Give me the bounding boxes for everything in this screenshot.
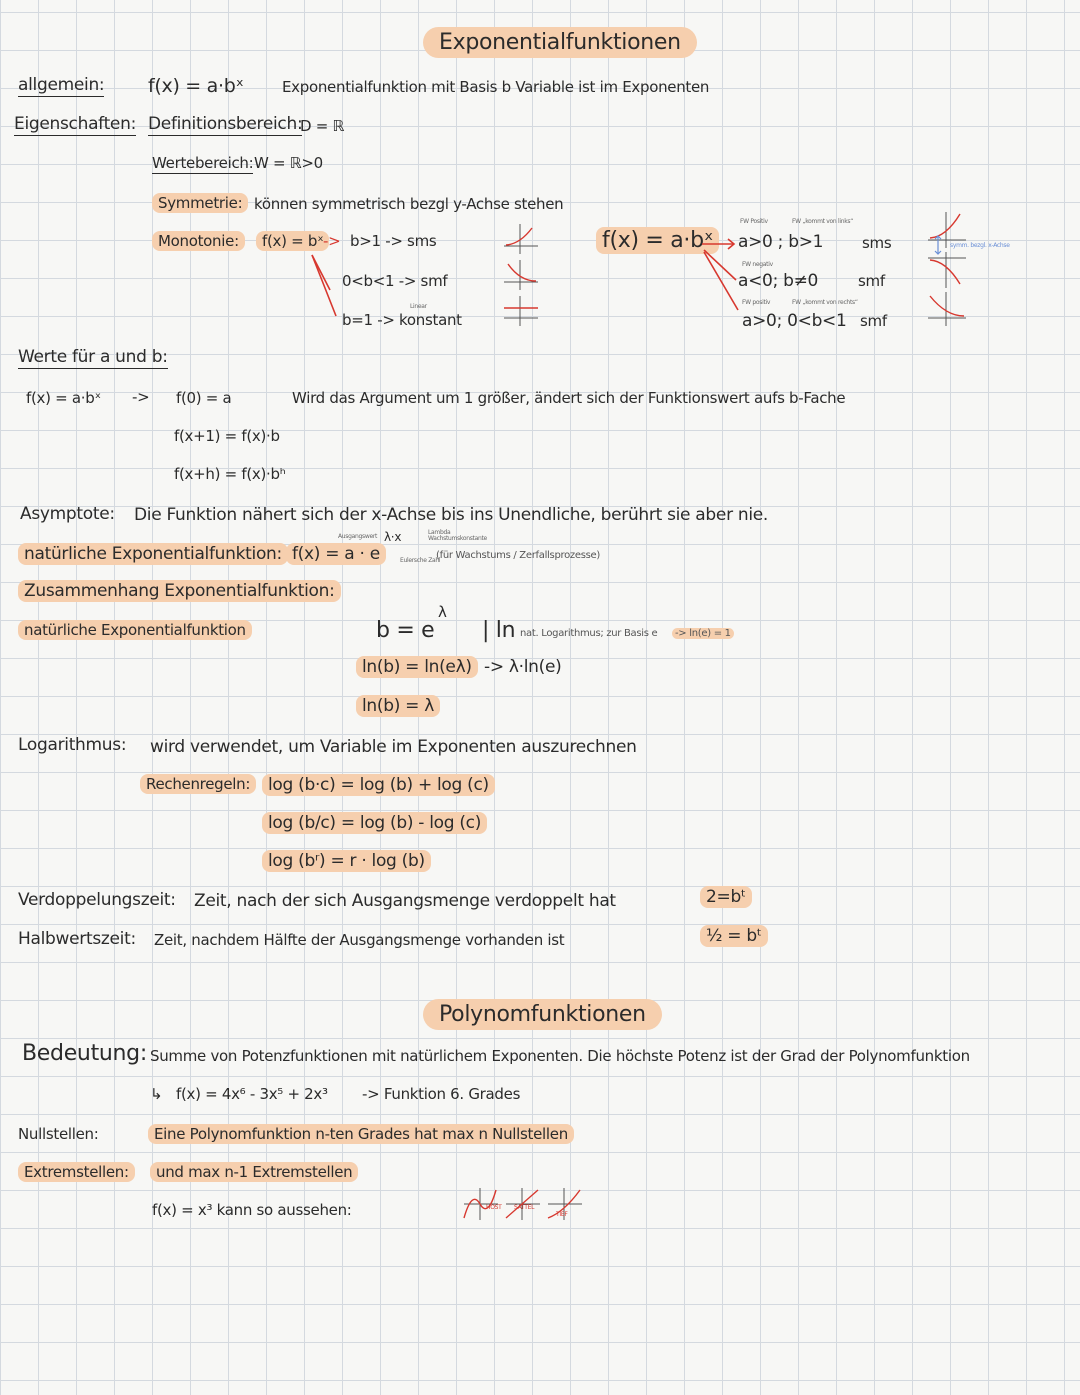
zusammenhang-eq1-exp: λ [438, 603, 447, 621]
halbwert-formula: ½ = bᵗ [700, 927, 768, 947]
nullstellen-desc: Eine Polynomfunktion n-ten Grades hat max n Nullstellen [148, 1126, 574, 1143]
right-case1: a>0 ; b>1 [738, 232, 824, 252]
definitionsbereich-label: Definitionsbereich: [148, 114, 303, 134]
monotonie-arrow: -> [323, 232, 341, 250]
extremstellen-example: f(x) = x³ kann so aussehen: [152, 1201, 352, 1219]
verdopplung-desc: Zeit, nach der sich Ausgangsmenge verdoppelt hat [194, 891, 616, 911]
natuerlich-label: natürliche Exponentialfunktion: [18, 545, 288, 565]
wertebereich-label: Wertebereich: [152, 154, 254, 172]
natuerlich-exponent: λ·x [384, 530, 402, 544]
verdopplung-label: Verdoppelungszeit: [18, 890, 176, 910]
right-note-3b: FW „kommt von rechts“ [792, 299, 858, 306]
allgemein-label: allgemein: [18, 75, 105, 95]
werte-fx1: f(x+1) = f(x)·b [174, 427, 280, 445]
werte-desc: Wird das Argument um 1 größer, ändert sich der Funktionswert aufs b-Fache [292, 389, 846, 407]
right-branch-arrows [700, 232, 740, 312]
monotonie-sketch-graphs [498, 220, 546, 328]
symmetrie-label: Symmetrie: [152, 195, 248, 212]
asymptote-label: Asymptote: [20, 504, 115, 524]
asymptote-desc: Die Funktion nähert sich der x-Achse bis ins Unendliche, berührt sie aber nie. [134, 505, 769, 525]
right-case2-result: smf [858, 272, 885, 290]
halbwert-desc: Zeit, nachdem Hälfte der Ausgangsmenge vorhanden ist [154, 931, 565, 949]
werte-arrow: -> [132, 388, 150, 406]
natuerlich-note-a: Ausgangswert [338, 533, 378, 540]
log-rule2: log (b/c) = log (b) - log (c) [262, 814, 487, 834]
definitionsbereich-value: D = ℝ [300, 117, 345, 135]
zusammenhang-eq1-suffix: | ln [482, 618, 516, 643]
bedeutung-label: Bedeutung: [22, 1041, 147, 1066]
monotonie-case3-note: Linear [410, 303, 427, 310]
monotonie-branch-arrows [300, 250, 350, 320]
sketch-label-tief: TIEF [556, 1211, 568, 1218]
log-rule1: log (b·c) = log (b) + log (c) [262, 776, 495, 796]
bedeutung-desc: Summe von Potenzfunktionen mit natürlichem Exponenten. Die höchste Potenz ist der Grad der Polynomfunktion [150, 1047, 970, 1065]
natuerlich-note-lambda: Lambda Wachstumskonstante [428, 529, 487, 542]
natuerlich-formula: f(x) = a · e [286, 545, 386, 565]
poly-title: Polynomfunktionen [423, 999, 662, 1030]
bedeutung-example: f(x) = 4x⁶ - 3x⁵ + 2x³ [176, 1085, 328, 1103]
monotonie-case2: 0<b<1 -> smf [342, 272, 448, 290]
zusammenhang-label: Zusammenhang Exponentialfunktion: [18, 582, 341, 602]
bedeutung-example-result: -> Funktion 6. Grades [362, 1085, 521, 1103]
zusammenhang-label2: natürliche Exponentialfunktion [18, 622, 252, 639]
monotonie-formula: f(x) = bˣ [256, 233, 329, 250]
natuerlich-note-e: Eulersche Zahl [400, 557, 441, 564]
verdopplung-formula: 2=bᵗ [700, 888, 752, 908]
allgemein-desc: Exponentialfunktion mit Basis b Variable ist im Exponenten [282, 78, 710, 96]
sketch-label-sattel: SATTEL [514, 1204, 535, 1211]
right-case3-result: smf [860, 312, 887, 330]
nullstellen-label: Nullstellen: [18, 1125, 99, 1143]
werte-label: Werte für a und b: [18, 347, 168, 367]
extremstellen-desc: und max n-1 Extremstellen [150, 1164, 358, 1181]
zusammenhang-eq2: ln(b) = ln(eλ) [356, 658, 478, 678]
right-case3: a>0; 0<b<1 [742, 311, 847, 331]
bedeutung-example-arrow: ↳ [150, 1085, 163, 1103]
werte-fxh: f(x+h) = f(x)·bʰ [174, 465, 286, 483]
right-case2: a<0; b≠0 [738, 271, 819, 291]
sketch-label-host: HOST [486, 1204, 502, 1211]
log-rules-label: Rechenregeln: [140, 776, 256, 793]
symmetry-note: symm. bezgl. x-Achse [950, 242, 1010, 249]
zusammenhang-eq1-note: nat. Logarithmus; zur Basis e [520, 628, 658, 639]
extremstellen-label: Extremstellen: [18, 1164, 135, 1181]
log-desc: wird verwendet, um Variable im Exponenten auszurechnen [150, 737, 637, 757]
werte-f0: f(0) = a [176, 389, 232, 407]
natuerlich-note-use: (für Wachstums / Zerfallsprozesse) [436, 550, 600, 561]
zusammenhang-eq2-result: -> λ·ln(e) [484, 657, 562, 677]
wertebereich-value: W = ℝ>0 [254, 154, 323, 172]
symmetrie-value: können symmetrisch bezgl y-Achse stehen [254, 195, 564, 213]
monotonie-case3: b=1 -> konstant [342, 311, 462, 329]
right-formula: f(x) = a·bˣ [596, 228, 719, 253]
right-note-1a: FW Positiv [740, 218, 768, 225]
monotonie-case1: b>1 -> sms [350, 232, 437, 250]
exp-title: Exponentialfunktionen [423, 27, 697, 58]
right-note-3a: FW positiv [742, 299, 771, 306]
right-note-2: FW negativ [742, 261, 773, 268]
eigenschaften-label: Eigenschaften: [14, 114, 136, 134]
zusammenhang-eq3: ln(b) = λ [356, 697, 440, 717]
log-rule3: log (bʳ) = r · log (b) [262, 852, 431, 872]
log-label: Logarithmus: [18, 735, 127, 755]
right-note-1b: FW „kommt von links“ [792, 218, 854, 225]
allgemein-formula: f(x) = a·bˣ [148, 75, 244, 97]
zusammenhang-eq1: b = e [376, 618, 435, 643]
monotonie-label: Monotonie: [152, 233, 245, 250]
werte-formula: f(x) = a·bˣ [26, 389, 101, 407]
right-sketch-graphs [922, 208, 972, 328]
zusammenhang-eq1-note2: -> ln(e) = 1 [672, 628, 734, 640]
right-case1-result: sms [862, 234, 892, 252]
halbwert-label: Halbwertszeit: [18, 929, 136, 949]
